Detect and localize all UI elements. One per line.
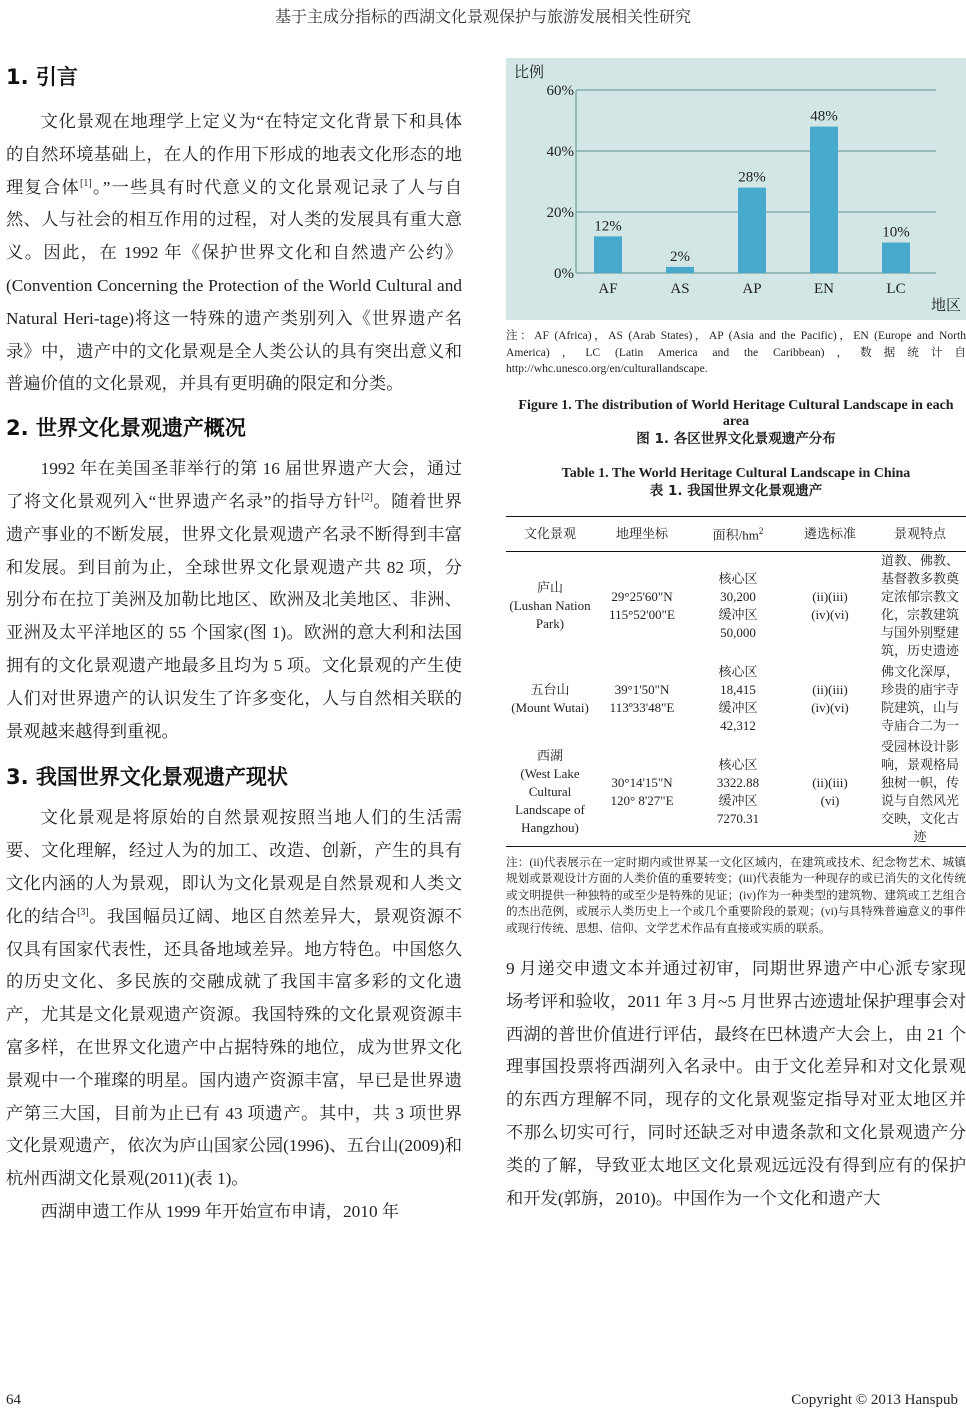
table-header-row <box>506 516 966 551</box>
y-tick-label: 0% <box>554 266 574 282</box>
cell-area: 核心区 3322.88 缓冲区 7270.31 <box>690 738 786 847</box>
table-caption-zh: 表 1. 我国世界文化景观遗产 <box>649 482 823 499</box>
col-header-area: 面积$/hm^2$ <box>690 516 786 551</box>
page-number: 64 <box>6 1392 21 1408</box>
table-row <box>506 660 966 738</box>
bar-value-label: 10% <box>882 224 910 241</box>
bar-EN <box>810 127 838 273</box>
citation-ref[interactable]: [2] <box>361 492 373 504</box>
bar-value-label: 12% <box>594 218 622 235</box>
citation-ref[interactable]: [1] <box>80 177 92 189</box>
cell-features: 道教、佛教、基督教多教奠定浓郁宗教文化，宗教建筑与国外别墅建筑，历史遗迹 <box>880 552 959 658</box>
col-header-landscape: 文化景观 <box>506 516 594 551</box>
y-tick-label: 60% <box>546 83 574 99</box>
x-tick-label: AS <box>670 281 690 297</box>
cell-area: 核心区 18,415 缓冲区 42,312 <box>718 663 758 733</box>
col-header-features: 景观特点 <box>874 516 966 551</box>
col-header-criteria: 遴选标准 <box>786 516 874 551</box>
table-note: 注：(ii)代表展示在一定时期内或世界某一文化区域内，在建筑或技术、纪念物艺术、城镇规划或景观设计方面的人类价值的重要转变；(iii)代表能为一种现存的或已消失的文化传统或文明提供一种独特的或至少是特殊的见证；(iv)作为一种类型的建筑物、建筑或工艺组合的杰出范例，或展示人类历史上一个或几个重要阶段的景观；(vi)与具特殊普遍意义的事件或现行传统、思想、信仰、文学艺术作品有直接或实质的联系。 <box>506 855 966 935</box>
table-row <box>506 738 966 847</box>
y-tick-label: 20% <box>546 205 574 221</box>
bar-value-label: 2% <box>670 248 690 265</box>
cell-criteria: (ii)(iii) (iv)(vi) <box>811 681 849 715</box>
intro-paragraph: 文化景观在地理学上定义为“在特定文化背景下和具体的自然环境基础上，在人的作用下形成的地表文化形态的地理复合体[1]。”一些具有时代意义的文化景观记录了人与自然、人与社会的相互作用的过程，对人类的发展具有重大意义。因此，在 1992 年《保护世界文化和自然遗产公约》(Convention Concerning the Protection of the World Cultural and Natural Heri-tage)将这一特殊的遗产类别列入《世界遗产名录》中，遗产中的文化景观是全人类公认的具有突出意义和普遍价值的文化景观，并具有更明确的限定和分类。 <box>6 112 462 394</box>
bar-chart-svg <box>506 58 966 320</box>
bar-AS <box>666 267 694 273</box>
cell-criteria: (ii)(iii) (vi) <box>786 738 874 847</box>
cell-coordinates: 30°14'15"N 120° 8'27"E <box>594 738 690 847</box>
cell-coordinates: 39°1'50"N 113º33'48"E <box>609 681 675 715</box>
y-axis-label: 比例 <box>514 63 545 81</box>
cell-features: 受园林设计影响，景观格局独树一帜，传说与自然风光交映，文化古迹 <box>874 738 966 847</box>
section-heading-1: 1. 引言 <box>6 65 78 89</box>
x-tick-label: AF <box>598 281 618 297</box>
cell-landscape: 庐山 (Lushan Nation Park) <box>509 579 591 631</box>
bar-chart <box>506 58 966 320</box>
section-heading-3: 3. 我国世界文化景观遗产现状 <box>6 765 288 790</box>
overview-paragraph: 1992 年在美国圣菲举行的第 16 届世界遗产大会，通过了将文化景观列入“世界遗产名录”的指导方针[2]。随着世界遗产事业的不断发展，世界文化景观遗产名录不断得到丰富和发展。到目前为止，全球世界文化景观遗产共 82 项，分别分布在拉丁美洲及加勒比地区、欧洲及北美地区、非洲、亚洲及太平洋地区的 55 个国家(图 1)。欧洲的意大利和法国拥有的文化景观遗产地最多且均为 5 项。文化景观的产生使人们对世界遗产的认识发生了许多变化，人与自然相关联的景观越来越得到重视。 <box>6 459 462 741</box>
section-heading-2: 2. 世界文化景观遗产概况 <box>6 416 246 441</box>
table-row <box>506 551 966 660</box>
citation-ref[interactable]: [3] <box>77 906 89 918</box>
cell-coordinates: 29°25'60"N 115°52'00"E <box>609 588 675 622</box>
status-paragraph: 文化景观是将原始的自然景观按照当地人们的生活需要、文化理解，经过人为的加工、改造、创新，产生的具有文化内涵的人为景观，即认为文化景观是自然景观和人类文化的结合[3]。我国幅员辽阔、地区自然差异大，景观资源不仅具有国家代表性，还具备地域差异。地方特色。中国悠久的历史文化、多民族的交融成就了我国丰富多彩的文化遗产，尤其是文化景观遗产资源。我国特殊的文化景观资源丰富多样，在世界文化遗产中占据特殊的地位，成为世界文化景观中一个璀璨的明星。国内遗产资源丰富，早已是世界遗产第三大国，目前为止已有 43 项遗产。其中，共 3 项世界文化景观遗产，依次为庐山国家公园(1996)、五台山(2009)和杭州西湖文化景观(2011)(表 1)。 <box>6 808 462 1189</box>
running-head: 基于主成分指标的西湖文化景观保护与旅游发展相关性研究 <box>274 9 691 26</box>
cell-landscape: 西湖 (West Lake Cultural Landscape of Hangzhou) <box>506 738 594 847</box>
heritage-table <box>506 516 966 847</box>
bar-AP <box>738 188 766 273</box>
figure-caption-en: Figure 1. The distribution of World Heritage Cultural Landscape in each area <box>518 397 954 429</box>
figure-caption-zh: 图 1. 各区世界文化景观遗产分布 <box>636 430 836 447</box>
x-tick-label: EN <box>814 281 834 297</box>
copyright: Copyright © 2013 Hanspub <box>791 1392 958 1408</box>
right-column <box>506 58 966 1215</box>
right-paragraph: 9 月递交申遗文本并通过初审，同期世界遗产中心派专家现场考评和验收，2011 年 3 月~5 月世界古迹遗址保护理事会对西湖的普世价值进行评估，最终在巴林遗产大会上，由 21 个理事国投票将西湖列入名录中。由于文化差异和对文化景观的东西方理解不同，现存的文化景观鉴定指导对亚太地区并不那么切实可行，同时还缺乏对申遗条款和文化景观遗产分类的了解，导致亚太地区文化景观远远没有得到应有的保护和开发(郭旃，2010)。中国作为一个文化和遗产大 <box>506 959 966 1208</box>
table-caption-en: Table 1. The World Heritage Cultural Landscape in China <box>561 465 911 481</box>
left-column <box>6 58 462 1229</box>
figure-note: 注：AF (Africa)，AS (Arab States)，AP (Asia and the Pacific)，EN (Europe and North America)，LC (Latin America and the Caribbean)，数据统计自 http://whc.unesco.org/en/culturallandscape. <box>506 329 966 375</box>
bar-value-label: 48% <box>810 108 838 125</box>
x-axis-label: 地区 <box>930 296 961 314</box>
cell-features: 佛文化深厚，珍贵的庙宇寺院建筑，山与寺庙合二为一 <box>880 663 959 733</box>
cell-criteria: (ii)(iii) (iv)(vi) <box>811 588 849 622</box>
x-tick-label: AP <box>742 281 762 297</box>
cell-landscape: 五台山 (Mount Wutai) <box>511 681 589 715</box>
westlake-paragraph-start: 西湖申遗工作从 1999 年开始宣布申请，2010 年 <box>40 1201 400 1221</box>
x-tick-label: LC <box>886 281 906 297</box>
bar-AF <box>594 236 622 273</box>
bar-value-label: 28% <box>738 169 766 186</box>
cell-area: 核心区 30,200 缓冲区 50,000 <box>718 570 758 640</box>
y-tick-label: 40% <box>546 144 574 160</box>
bar-LC <box>882 243 910 274</box>
col-header-coordinates: 地理坐标 <box>594 516 690 551</box>
